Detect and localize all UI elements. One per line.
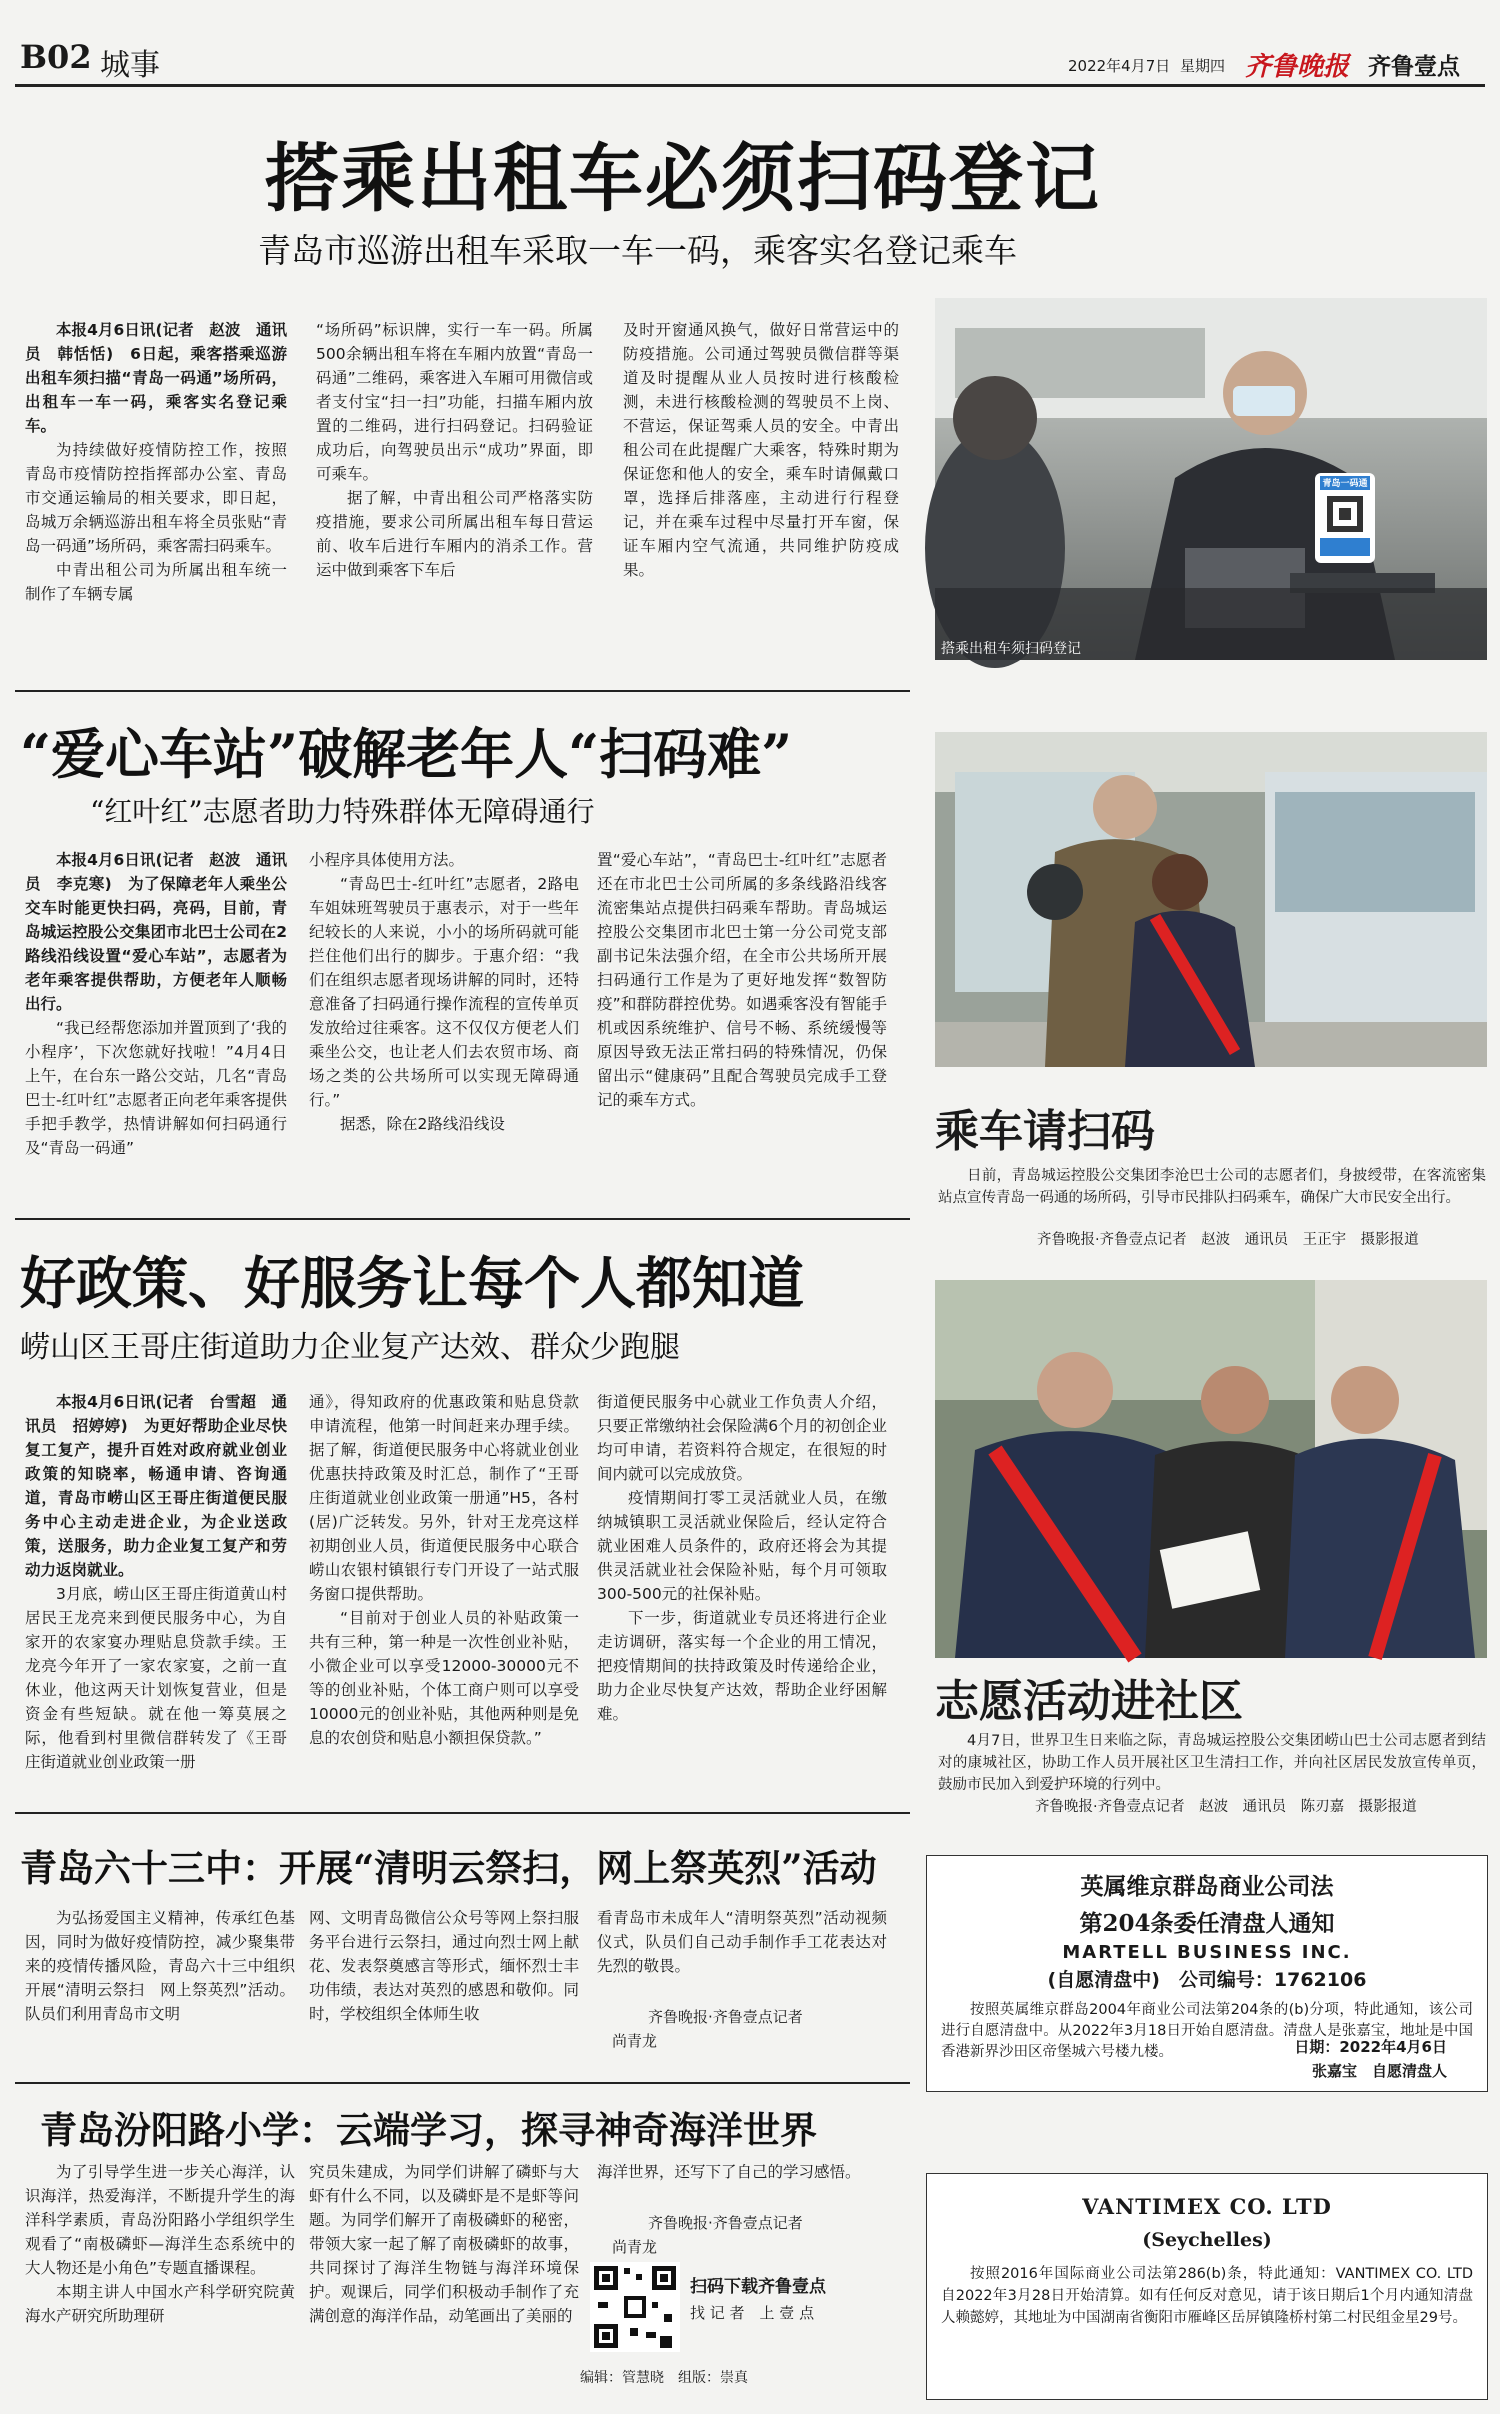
- story1-headline: 搭乘出租车必须扫码登记: [265, 136, 1101, 222]
- qr-sub: 找 记 者 上 壹 点: [690, 2304, 815, 2322]
- story4-credit2: 尚青龙: [612, 2032, 658, 2050]
- story3-p7: 下一步，街道就业专员还将进行企业走访调研，落实每一个企业的用工情况，把疫情期间的扶持政策及时传递给企业，助力企业尽快复产达效，帮助企业纾困解难。: [597, 1609, 887, 1723]
- notice1-title4: (自愿清盘中) 公司编号：1762106: [1047, 1969, 1367, 1991]
- taxi-photo: [935, 298, 1487, 660]
- story5-p3: 究员朱建成，为同学们讲解了磷虾与大虾有什么不同，以及磷虾是不是虾等问题。为同学们解开了南极磷虾的秘密，带领大家一起了解了南极磷虾的故事，共同探讨了海洋生物链与海洋环境保护。观课后，同学们积极动手制作了充满创意的海洋作品，动笔画出了美丽的: [309, 2163, 579, 2325]
- bus-stop-photo-image: [935, 732, 1487, 1067]
- story1-col2: [316, 318, 593, 654]
- app-qr-code[interactable]: [590, 2262, 680, 2352]
- story5-p4: 海洋世界，还写下了自己的学习感悟。: [597, 2163, 861, 2181]
- masthead-rule: [15, 84, 1485, 87]
- story3-p5: 街道便民服务中心就业工作负责人介绍，只要正常缴纳社会保险满6个月的初创企业均可申请，若资料符合规定，在很短的时间内就可以完成放贷。: [597, 1393, 887, 1483]
- divider-3: [15, 1812, 910, 1814]
- story3-p1: 本报4月6日讯(记者 台雪超 通讯员 招婷婷) 为更好帮助企业尽快复工复产，提升百姓对政府就业创业政策的知晓率，畅通申请、咨询通道，青岛市崂山区王哥庄街道便民服务中心主动走进企业，为企业送政策，送服务，助力企业复工复产和劳动力返岗就业。: [25, 1393, 287, 1579]
- photo2-credit: 齐鲁晚报·齐鲁壹点记者 赵波 通讯员 王正宇 摄影报道: [1037, 1232, 1419, 1248]
- divider-4: [15, 2082, 910, 2084]
- story1-p6: 及时开窗通风换气，做好日常营运中的防疫措施。公司通过驾驶员微信群等渠道及时提醒从业人员按时进行核酸检测，未进行核酸检测的驾驶员不上岗、不营运，保证驾乘人员的安全。中青出租公司在此提醒广大乘客，特殊时期为保证您和他人的安全，乘车时请佩戴口罩，选择后排落座，主动进行行程登记，并在乘车过程中尽量打开车窗，保证车厢内空气流通，共同维护防疫成果。: [623, 321, 899, 579]
- editor-line: 编辑：管慧晓 组版：崇真: [580, 2370, 748, 2386]
- notice2-body: 按照2016年国际商业公司法第286(b)条，特此通知：VANTIMEX CO. LTD 自2022年3月28日开始清算。如有任何反对意见，请于该日期后1个月内通知清盘人赖懿婷，其地址为中国湖南省衡阳市雁峰区岳屏镇隆桥村第二村民组金星29号。: [941, 2266, 1488, 2326]
- issue-weekday: 星期四: [1180, 57, 1226, 75]
- masthead: [0, 0, 1500, 83]
- photo3-caption: 4月7日，世界卫生日来临之际，青岛城运控股公交集团崂山巴士公司志愿者到结对的康城社区，协助工作人员开展社区卫生清扫工作，并向社区居民发放宣传单页，鼓励市民加入到爱护环境的行列中。: [938, 1733, 1486, 1793]
- story5-col3: [597, 2160, 887, 2210]
- story1-p3: 中青出租公司为所属出租车统一制作了车辆专属: [25, 561, 287, 603]
- story5-col1: [25, 2160, 295, 2400]
- bus-stop-photo: [935, 732, 1487, 1067]
- qr-card-title: 青岛一码通: [1322, 479, 1368, 489]
- story3-p4: “目前对于创业人员的补贴政策一共有三种，第一种是一次性创业补贴，小微企业可以享受12000-30000元不等的创业补贴，个体工商户则可以享受10000元的创业补贴，其他两种则是免息的农创贷和贴息小额担保贷款。”: [309, 1609, 579, 1747]
- story5-p2: 本期主讲人中国水产科学研究院黄海水产研究所助理研: [25, 2283, 295, 2325]
- app-logo: 齐鲁壹点: [1368, 54, 1460, 80]
- story3-col2: [309, 1390, 579, 1750]
- story2-p4: “青岛巴士-红叶红”志愿者，2路电车姐妹班驾驶员于惠表示，对于一些年纪较长的人来说，小小的场所码就可能拦住他们出行的脚步。于惠介绍：“我们在组织志愿者现场讲解的同时，还特意准备了扫码通行操作流程的宣传单页发放给过往乘客。这不仅仅方便老人们乘坐公交，也让老人们去农贸市场、商场之类的公共场所可以实现无障碍通行。”: [309, 875, 579, 1109]
- story2-col2: [309, 848, 579, 1208]
- story1-p4: “场所码”标识牌，实行一车一码。所属500余辆出租车将在车厢内放置“青岛一码通”二维码，乘客进入车厢可用微信或者支付宝“扫一扫”功能，扫描车厢内放置的二维码，进行扫码登记。扫码验证成功后，向驾驶员出示“成功”界面，即可乘车。: [316, 321, 593, 483]
- story2-subhead: “红叶红”志愿者助力特殊群体无障碍通行: [90, 795, 595, 828]
- story3-subhead: 崂山区王哥庄街道助力企业复产达效、群众少跑腿: [20, 1330, 680, 1365]
- story1-p2: 为持续做好疫情防控工作，按照青岛市疫情防控指挥部办公室、青岛市交通运输局的相关要求，即日起，岛城万余辆巡游出租车将全员张贴“青岛一码通”场所码，乘客需扫码乘车。: [25, 441, 287, 555]
- taxi-photo-caption: 搭乘出租车须扫码登记: [941, 641, 1081, 657]
- notice2-title2: (Seychelles): [1142, 2229, 1272, 2251]
- story2-p5: 据悉，除在2路线沿线设: [340, 1115, 505, 1133]
- community-photo: [935, 1280, 1487, 1658]
- story1-col1: [25, 318, 287, 654]
- story3-p6: 疫情期间打零工灵活就业人员，在缴纳城镇职工灵活就业保险后，经认定符合就业困难人员条件的，政府还将会为其提供灵活就业社会保险补贴，每个月可领取300-500元的社保补贴。: [597, 1489, 887, 1603]
- story3-col3: [597, 1390, 887, 1750]
- divider-2: [15, 1218, 910, 1220]
- story5-p1: 为了引导学生进一步关心海洋，认识海洋，热爱海洋，不断提升学生的海洋科学素质，青岛汾阳路小学组织学生观看了“南极磷虾—海洋生态系统中的大人物还是小角色”专题直播课程。: [25, 2163, 295, 2277]
- story5-col2: [309, 2160, 579, 2400]
- story4-p1: 为弘扬爱国主义精神，传承红色基因，同时为做好疫情防控，减少聚集带来的疫情传播风险，青岛六十三中组织开展“清明云祭扫 网上祭英烈”活动。队员们利用青岛市文明: [25, 1909, 295, 2023]
- story4-credit1: 齐鲁晚报·齐鲁壹点记者: [648, 2008, 803, 2026]
- story1-subhead: 青岛市巡游出租车采取一车一码，乘客实名登记乘车: [258, 231, 1017, 270]
- notice2-title1: VANTIMEX CO. LTD: [1082, 2194, 1332, 2219]
- notice1-title1: 英属维京群岛商业公司法: [1080, 1873, 1334, 1900]
- story2-p3: 小程序具体使用方法。: [309, 851, 465, 869]
- page-code: B02: [20, 38, 92, 76]
- story2-col1: [25, 848, 287, 1208]
- liquidation-notice-2: [926, 2173, 1488, 2400]
- story2-p6: 置“爱心车站”，“青岛巴士-红叶红”志愿者还在市北巴士公司所属的多条线路沿线客流密集站点提供扫码乘车帮助。青岛城运控股公交集团市北巴士第一分公司党支部副书记朱法强介绍，在全市公共场所开展扫码通行工作是为了更好地发挥“数智防疫”和群防群控优势。如遇乘客没有智能手机或因系统维护、信号不畅、系统缓慢等原因导致无法正常扫码的特殊情况，仍保留出示“健康码”且配合驾驶员完成手工登记的乘车方式。: [597, 851, 887, 1109]
- story2-p2: “我已经帮您添加并置顶到了‘我的小程序’，下次您就好找啦！”4月4日上午，在台东一路公交站，几名“青岛巴士-红叶红”志愿者正向老年乘客提供手把手教学，热情讲解如何扫码通行及“青岛一码通”: [25, 1019, 287, 1157]
- taxi-photo-image: [935, 298, 1487, 660]
- story4-headline: 青岛六十三中：开展“清明云祭扫，网上祭英烈”活动: [20, 1846, 877, 1890]
- story5-credit2: 尚青龙: [612, 2238, 658, 2256]
- story4-col1: [25, 1906, 295, 2074]
- story3-p3: 通》，得知政府的优惠政策和贴息贷款申请流程，他第一时间赶来办理手续。据了解，街道便民服务中心将就业创业优惠扶持政策及时汇总，制作了“王哥庄街道就业创业政策一册通”H5，各村(居)广泛转发。另外，针对王龙亮这样初期创业人员，街道便民服务中心联合崂山农银村镇银行专门开设了一站式服务窗口提供帮助。: [309, 1393, 579, 1603]
- story4-p2: 网、文明青岛微信公众号等网上祭扫服务平台进行云祭扫，通过向烈士网上献花、发表祭奠感言等形式，缅怀烈士丰功伟绩，表达对英烈的感恩和敬仰。同时，学校组织全体师生收: [309, 1909, 579, 2023]
- story2-p1: 本报4月6日讯(记者 赵波 通讯员 李克寒) 为了保障老年人乘坐公交车时能更快扫码，亮码，目前，青岛城运控股公交集团市北巴士公司在2路线沿线设置“爱心车站”，志愿者为老年乘客提供帮助，方便老年人顺畅出行。: [25, 851, 287, 1013]
- story1-p1: 本报4月6日讯(记者 赵波 通讯员 韩恬恬) 6日起，乘客搭乘巡游出租车须扫描“青岛一码通”场所码，出租车一车一码，乘客实名登记乘车。: [25, 321, 287, 435]
- story2-col3: [597, 848, 887, 1208]
- story3-headline: 好政策、好服务让每个人都知道: [20, 1251, 804, 1317]
- photo3-title: 志愿活动进社区: [935, 1676, 1243, 1727]
- story3-p2: 3月底，崂山区王哥庄街道黄山村居民王龙亮来到便民服务中心，为自家开的农家宴办理贴息贷款手续。王龙亮今年开了一家农家宴，之前一直休业，他这两天计划恢复营业，但是资金有些短缺。就在他一筹莫展之际，他看到村里微信群转发了《王哥庄街道就业创业政策一册: [25, 1585, 287, 1771]
- community-photo-image: [935, 1280, 1487, 1658]
- paper-logo: 齐鲁晚报: [1245, 52, 1350, 82]
- qr-code-icon: [590, 2262, 680, 2352]
- photo3-credit: 齐鲁晚报·齐鲁壹点记者 赵波 通讯员 陈刃嘉 摄影报道: [1035, 1799, 1417, 1815]
- photo2-caption: 日前，青岛城运控股公交集团李沧巴士公司的志愿者们，身披绶带，在客流密集站点宣传青岛一码通的场所码，引导市民排队扫码乘车，确保广大市民安全出行。: [938, 1168, 1486, 1206]
- section-name: 城事: [100, 48, 160, 83]
- story1-col3: [623, 318, 899, 654]
- notice1-body: 按照英属维京群岛2004年商业公司法第204条的(b)分项，特此通知，该公司进行自愿清盘中。从2022年3月18日开始自愿清盘。清盘人是张嘉宝，地址是中国香港新界沙田区帝堡城六号楼九楼。: [941, 2002, 1473, 2060]
- story5-headline: 青岛汾阳路小学：云端学习，探寻神奇海洋世界: [40, 2108, 817, 2152]
- qr-label: 扫码下载齐鲁壹点: [690, 2277, 826, 2297]
- story4-col2: [309, 1906, 579, 2074]
- story3-col1: [25, 1390, 287, 1771]
- notice1-title3: MARTELL BUSINESS INC.: [1062, 1942, 1352, 1963]
- story5-credit1: 齐鲁晚报·齐鲁壹点记者: [648, 2214, 803, 2232]
- story1-p5: 据了解，中青出租公司严格落实防疫措施，要求公司所属出租车每日营运前、收车后进行车厢内的消杀工作。营运中做到乘客下车后: [316, 489, 593, 579]
- divider-1: [15, 690, 910, 692]
- notice1-title2: 第204条委任清盘人通知: [1079, 1910, 1335, 1937]
- notice1-date: 日期：2022年4月6日: [1294, 2038, 1447, 2056]
- story4-col3: [597, 1906, 887, 2002]
- issue-date: 2022年4月7日: [1068, 57, 1171, 75]
- notice1-signer: 张嘉宝 自愿清盘人: [1311, 2062, 1447, 2080]
- photo2-title: 乘车请扫码: [935, 1106, 1155, 1157]
- story4-p3: 看青岛市未成年人“清明祭英烈”活动视频仪式，队员们自己动手制作手工花表达对先烈的敬畏。: [597, 1909, 887, 1975]
- story2-headline: “爱心车站”破解老年人“扫码难”: [20, 722, 793, 786]
- liquidation-notice-1: [926, 1855, 1488, 2092]
